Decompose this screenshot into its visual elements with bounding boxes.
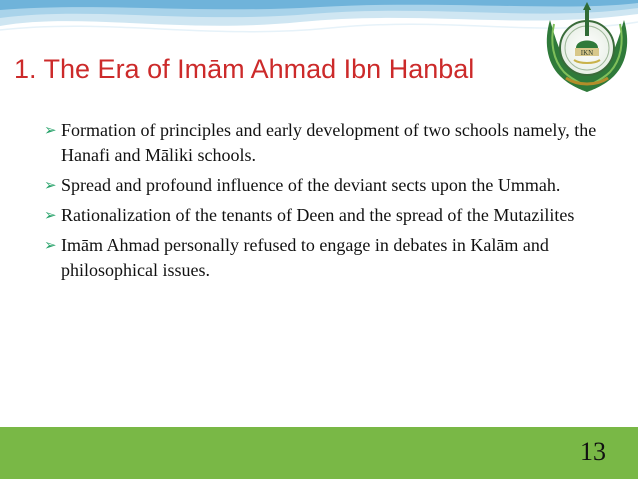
bullet-list: [44, 118, 604, 288]
right-arrowhead-icon: ➢: [44, 206, 57, 224]
slide-title: 1. The Era of Imām Ahmad Ibn Hanbal: [14, 54, 475, 84]
bullet-text: Spread and profound influence of the deviant sects upon the Ummah.: [61, 175, 561, 195]
right-arrowhead-icon: ➢: [44, 236, 57, 254]
bullet-item: [44, 173, 604, 198]
right-arrowhead-icon: ➢: [44, 176, 57, 194]
footer-bar: [0, 427, 638, 479]
bullet-text: Formation of principles and early development of two schools namely, the Hanafi and Māliki schools.: [61, 120, 597, 165]
bullet-item: [44, 203, 604, 228]
bullet-text: Imām Ahmad personally refused to engage in debates in Kalām and philosophical issues.: [61, 235, 549, 280]
bullet-item: [44, 118, 604, 168]
bullet-item: [44, 233, 604, 283]
bullet-text: Rationalization of the tenants of Deen and the spread of the Mutazilites: [61, 205, 575, 225]
ikn-emblem-logo: [540, 0, 634, 96]
logo-lettering: IKN: [580, 49, 594, 57]
right-arrowhead-icon: ➢: [44, 121, 57, 139]
page-number: 13: [580, 437, 606, 466]
